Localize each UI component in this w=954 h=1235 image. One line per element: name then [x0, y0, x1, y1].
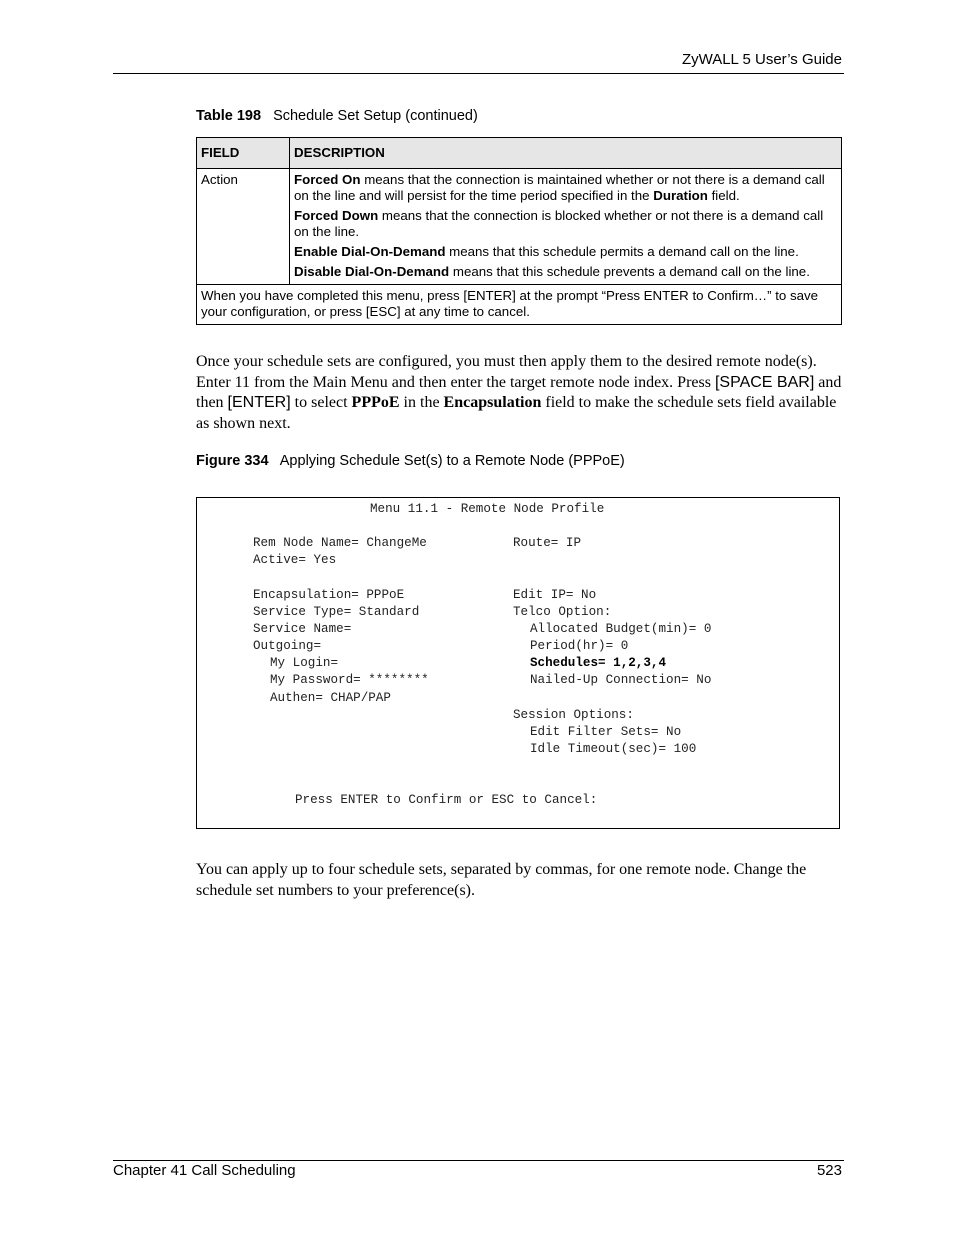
- table-footer-note: When you have completed this menu, press [ENTER] at the prompt “Press ENTER to Confirm…” to save your configuration, or press [ESC] at any time to cancel.: [197, 285, 842, 325]
- my-password-field[interactable]: My Password= ********: [270, 673, 429, 687]
- idle-timeout-field[interactable]: Idle Timeout(sec)= 100: [530, 742, 697, 756]
- key-space-bar: [SPACE BAR]: [714, 373, 815, 391]
- period-field[interactable]: Period(hr)= 0: [530, 639, 629, 653]
- closing-paragraph: You can apply up to four schedule sets, separated by commas, for one remote node. Change the schedule set numbers to your preference(s).: [196, 861, 807, 899]
- field-cell: Action: [197, 169, 290, 285]
- table-footer-row: [197, 285, 842, 325]
- description-forced-down: [294, 208, 837, 240]
- para-text: to select: [290, 394, 352, 411]
- rem-node-name-field[interactable]: Rem Node Name= ChangeMe: [253, 536, 427, 550]
- session-options-label: Session Options:: [513, 708, 634, 722]
- term-forced-down: Forced Down: [294, 208, 379, 223]
- para-text: Once your schedule sets are configured, you must then apply them to the desired remote node(s). Enter 11 from the Main Menu and then enter the target remote node index. Press: [196, 353, 817, 391]
- table-caption: [196, 108, 478, 124]
- table-row: [197, 169, 842, 285]
- service-name-field[interactable]: Service Name=: [253, 622, 352, 636]
- key-enter: [ENTER]: [227, 394, 291, 411]
- header-rule: [113, 73, 844, 74]
- figure-caption: [196, 453, 625, 469]
- para-text: in the: [399, 394, 444, 411]
- para-text: and then: [196, 373, 842, 411]
- route-field[interactable]: Route= IP: [513, 536, 582, 550]
- authen-field[interactable]: Authen= CHAP/PAP: [270, 691, 391, 705]
- header-description: DESCRIPTION: [290, 138, 842, 169]
- schedules-field[interactable]: Schedules= 1,2,3,4: [530, 656, 667, 670]
- outgoing-label: Outgoing=: [253, 639, 322, 653]
- figure-caption-label: Figure 334: [196, 453, 269, 469]
- text-disable-dod: means that this schedule prevents a demand call on the line.: [449, 264, 810, 279]
- description-forced-on: [294, 172, 837, 204]
- term-forced-on: Forced On: [294, 172, 361, 187]
- active-field[interactable]: Active= Yes: [253, 553, 337, 567]
- term-disable-dod: Disable Dial-On-Demand: [294, 264, 450, 279]
- intro-paragraph: [196, 352, 846, 434]
- encapsulation-field[interactable]: Encapsulation= PPPoE: [253, 588, 405, 602]
- para-text: field to make the schedule sets field available as shown next.: [196, 394, 837, 432]
- footer-rule: [113, 1160, 844, 1161]
- term-duration: Duration: [653, 188, 708, 203]
- edit-filter-sets-field[interactable]: Edit Filter Sets= No: [530, 725, 682, 739]
- text-forced-down: means that the connection is blocked whether or not there is a demand call on the line.: [294, 208, 824, 239]
- table-caption-label: Table 198: [196, 108, 262, 124]
- service-type-field[interactable]: Service Type= Standard: [253, 605, 420, 619]
- guide-title: ZyWALL 5 User’s Guide: [681, 51, 842, 68]
- text-forced-on: means that the connection is maintained whether or not there is a demand call on the line and will persist for the time period specified in the: [294, 172, 825, 203]
- header-field: FIELD: [197, 138, 290, 169]
- text-enable-dod: means that this schedule permits a demand call on the line.: [445, 244, 799, 259]
- table-caption-text: Schedule Set Setup (continued): [273, 108, 478, 124]
- term-enable-dod: Enable Dial-On-Demand: [294, 244, 446, 259]
- menu-title: Menu 11.1 - Remote Node Profile: [370, 502, 605, 516]
- description-disable-dod: [294, 264, 837, 280]
- description-enable-dod: [294, 244, 837, 260]
- figure-caption-text: Applying Schedule Set(s) to a Remote Node (PPPoE): [279, 453, 625, 469]
- allocated-budget-field[interactable]: Allocated Budget(min)= 0: [530, 622, 712, 636]
- my-login-field[interactable]: My Login=: [270, 656, 339, 670]
- edit-ip-field[interactable]: Edit IP= No: [513, 588, 597, 602]
- term-pppoe: PPPoE: [351, 394, 400, 411]
- confirm-prompt: Press ENTER to Confirm or ESC to Cancel:: [295, 793, 598, 807]
- schedule-set-table: [196, 137, 842, 325]
- text-field: field.: [707, 188, 740, 203]
- telco-option-label: Telco Option:: [513, 605, 612, 619]
- table-header-row: [197, 138, 842, 169]
- term-encapsulation: Encapsulation: [443, 394, 542, 411]
- terminal-screen: [196, 497, 840, 829]
- chapter-title: Chapter 41 Call Scheduling: [113, 1162, 296, 1179]
- nailed-up-field[interactable]: Nailed-Up Connection= No: [530, 673, 712, 687]
- description-cell: [290, 169, 842, 285]
- page-number: 523: [816, 1162, 842, 1179]
